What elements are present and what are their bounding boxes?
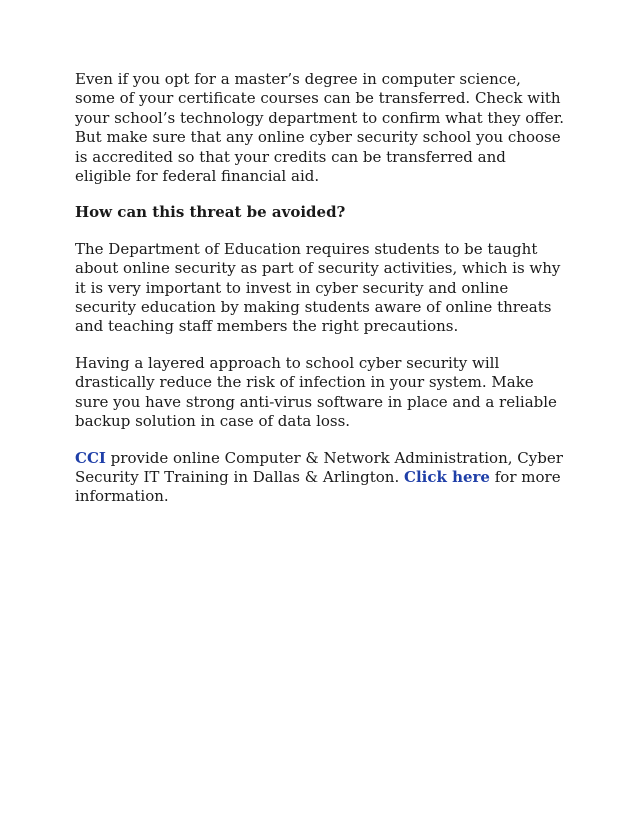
education-paragraph: The Department of Education requires students to be taught about online security as part of security activities, which is why it is very important to invest in cyber security and online security education by making students aware of online threats and teaching staff members the right precautions. xyxy=(75,239,561,336)
cci-link[interactable]: CCI xyxy=(75,448,106,467)
document-page xyxy=(75,70,565,524)
intro-paragraph: Even if you opt for a master’s degree in computer science, some of your certificate courses can be transferred. Check with your school’s technology department to confirm what they offer. But make sure that any online cyber security school you choose is accredited so that your credits can be transferred and eligible for federal financial aid. xyxy=(75,70,565,186)
layered-approach-paragraph: Having a layered approach to school cyber security will drastically reduce the risk of infection in your system. Make sure you have strong anti-virus software in place and a reliable backup solution in case of data loss. xyxy=(75,353,557,431)
closing-text-middle: provide online Computer & Network Administration, Cyber Security IT Training in Dallas & Arlington. xyxy=(75,448,563,486)
click-here-link[interactable]: Click here xyxy=(404,467,490,486)
closing-text-end: for more information. xyxy=(75,467,561,506)
closing-paragraph xyxy=(75,449,565,507)
section-heading: How can this threat be avoided? xyxy=(75,203,346,222)
